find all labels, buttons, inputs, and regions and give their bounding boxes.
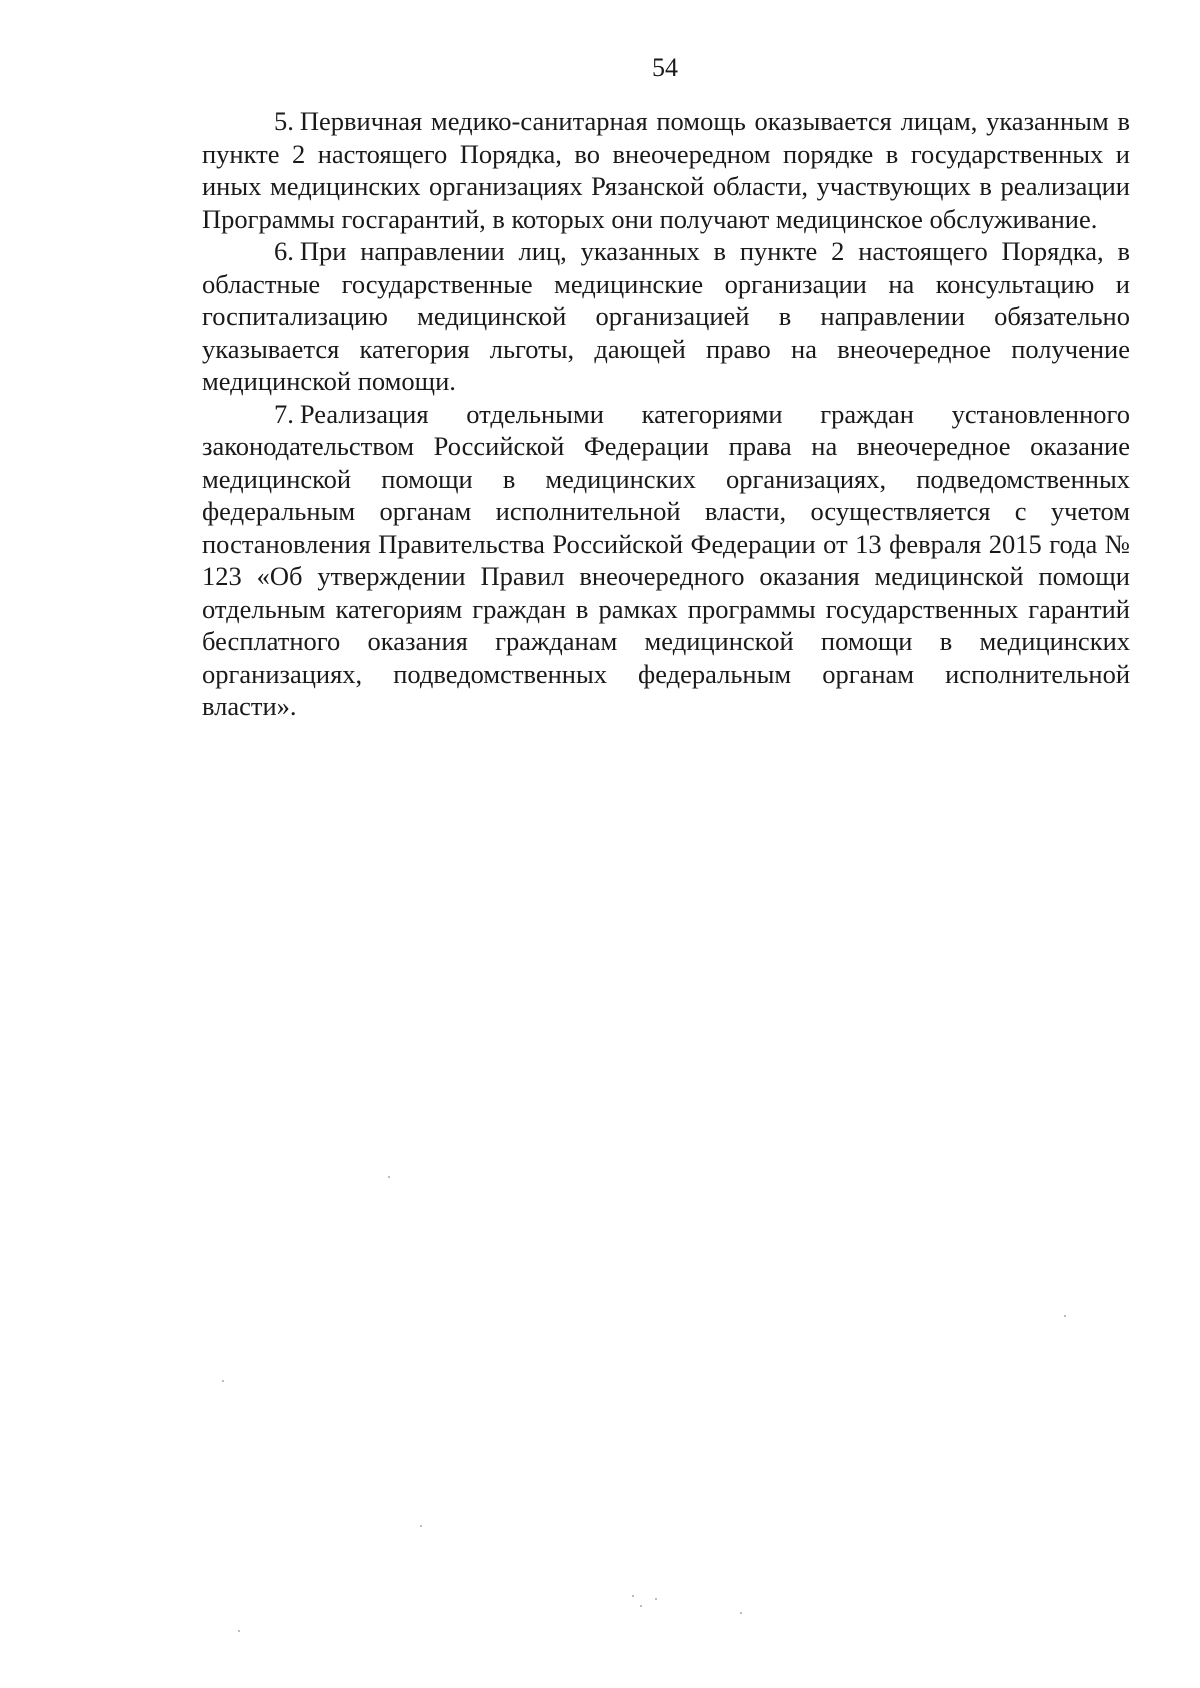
paragraph-number: 7.: [274, 398, 294, 429]
paragraph-text: При направлении лиц, указанных в пункте 2 настоящего Порядка, в областные государственные медицинские организации на консультацию и госпитализацию медицинской организацией в направлении обязательно указывается категория льготы, дающей право на внеочередное получение медицинской помощи.: [202, 236, 1130, 396]
scan-speck: [238, 1630, 240, 1632]
paragraph-number: 6.: [274, 236, 294, 266]
page-number: 54: [652, 53, 678, 82]
document-body: [202, 105, 1130, 723]
scan-speck: [740, 1612, 742, 1614]
paragraph-text: Первичная медико-санитарная помощь оказывается лицам, указанным в пункте 2 настоящего Порядка, во внеочередном порядке в государственных и иных медицинских организациях Рязанской области, участвующих в реализации Программы госгарантий, в которых они получают медицинское обслуживание.: [202, 106, 1130, 234]
scan-speck: [1064, 1315, 1066, 1317]
scan-speck: [420, 1525, 422, 1527]
paragraph-7: [202, 398, 1130, 723]
paragraph-5: [202, 105, 1130, 235]
scan-speck: [388, 1176, 390, 1178]
scan-speck: [640, 1605, 642, 1607]
paragraph-number: 5.: [274, 106, 294, 136]
scan-speck: [655, 1598, 657, 1600]
paragraph-6: [202, 235, 1130, 398]
paragraph-text: Реализация отдельными категориями граждан установленного законодательством Российской Федерации права на внеочередное оказание медицинской помощи в медицинских организациях, подведомственных федеральным органам исполнительной власти, осуществляется с учетом постановления Правительства Российской Федерации от 13 февраля 2015 года № 123 «Об утверждении Правил внеочередного оказания медицинской помощи отдельным категориям граждан в рамках программы государственных гарантий бесплатного оказания гражданам медицинской помощи в медицинских организациях, подведомственных федеральным органам исполнительной власти».: [202, 398, 1130, 721]
scan-speck: [222, 1380, 224, 1382]
scan-speck: [632, 1595, 634, 1597]
